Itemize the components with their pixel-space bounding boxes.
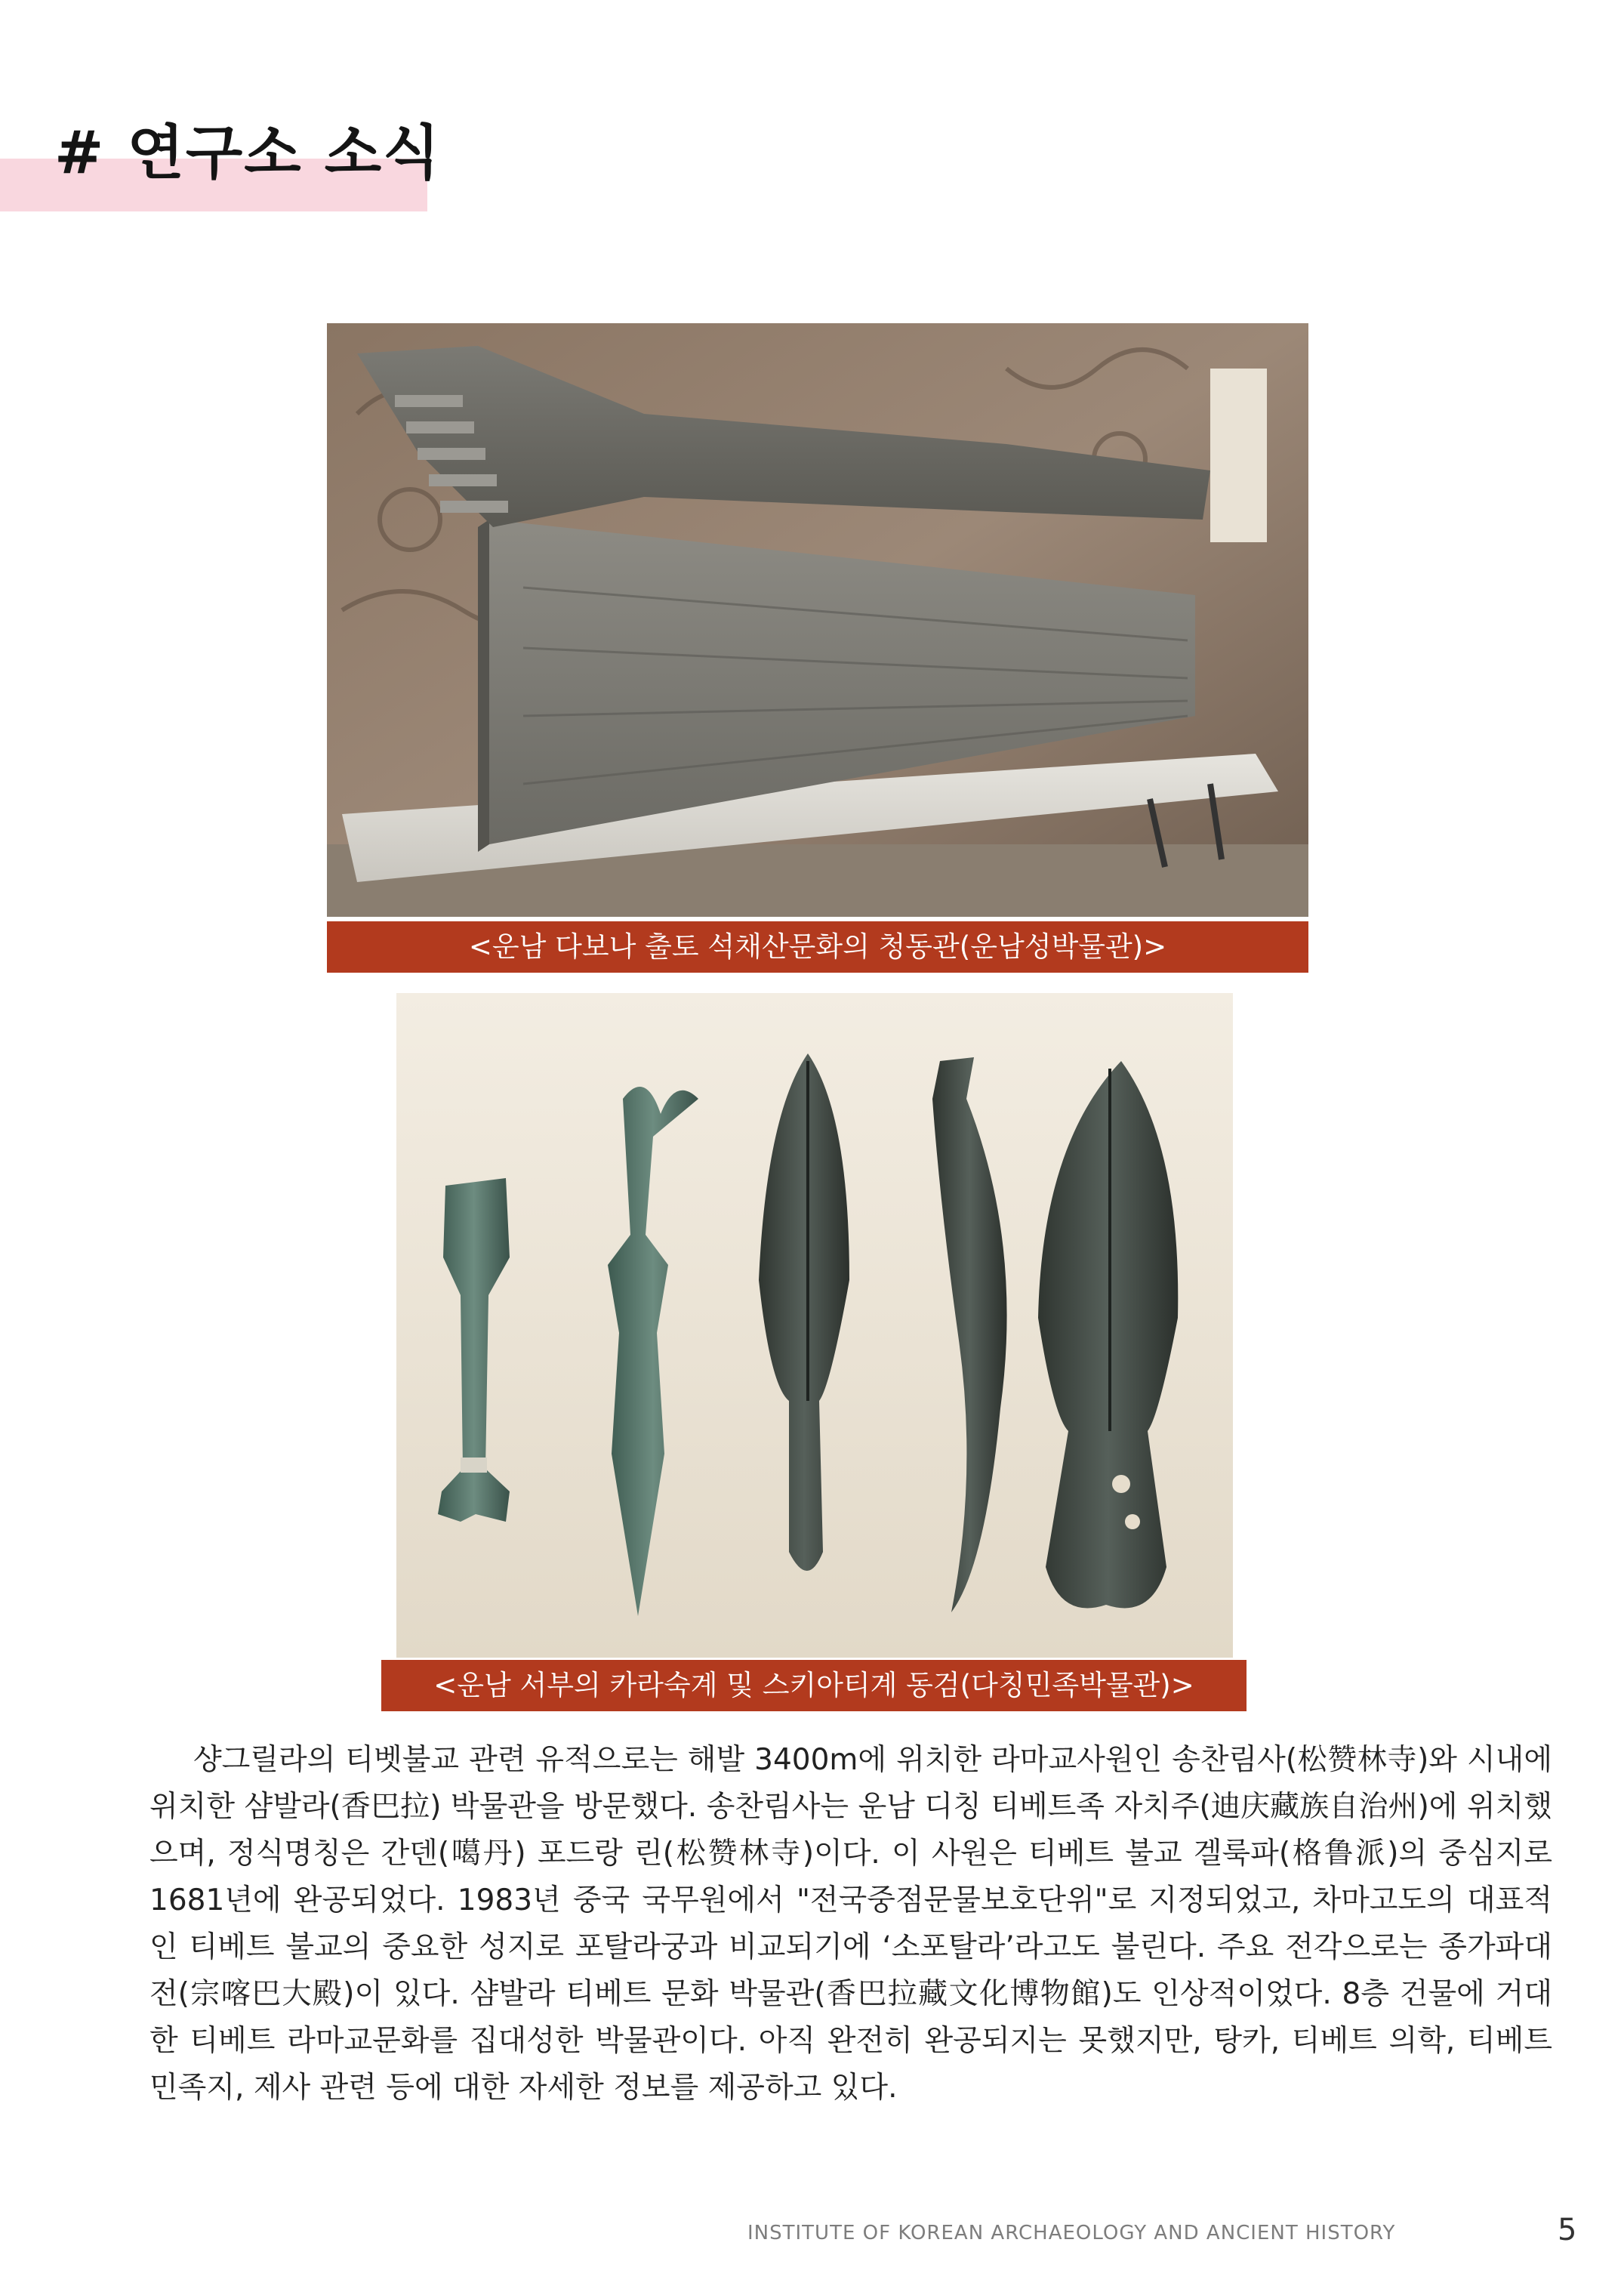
section-heading: # 연구소 소식	[54, 119, 442, 187]
bronze-daggers-photo	[396, 993, 1233, 1658]
body-paragraph-text: 샹그릴라의 티벳불교 관련 유적으로는 해발 3400m에 위치한 라마교사원인 송찬림사(松赞林寺)와 시내에 위치한 샴발라(香巴拉) 박물관을 방문했다. 송찬림사는 운남 디칭 티베트족 자치주(迪庆藏族自治州)에 위치했으며, 정식명칭은 간덴(噶丹) 포드랑 린(松赞林寺)이다. 이 사원은 티베트 불교 겔룩파(格鲁派)의 중심지로 1681년에 완공되었다. 1983년 중국 국무원에서 "전국중점문물보호단위"로 지정되었고, 차마고도의 대표적인 티베트 불교의 중요한 성지로 포탈라궁과 비교되기에 ‘소포탈라’라고도 불린다. 주요 전각으로는 종가파대전(宗喀巴大殿)이 있다. 샴발라 티베트 문화 박물관(香巴拉藏文化博物館)도 인상적이었다. 8층 건물에 거대한 티베트 라마교문화를 집대성한 박물관이다. 아직 완전히 완공되지는 못했지만, 탕카, 티베트 의학, 티베트 민족지, 제사 관련 등에 대한 자세한 정보를 제공하고 있다.	[149, 1743, 1552, 2105]
figure-caption: <운남 다보나 출토 석채산문화의 청동관(운남성박물관)>	[327, 921, 1308, 973]
bronze-coffin-photo	[327, 323, 1308, 917]
footer-institute-name: INSTITUTE OF KOREAN ARCHAEOLOGY AND ANCIENT HISTORY	[747, 2222, 1396, 2244]
page-number: 5	[1558, 2213, 1577, 2247]
body-paragraph	[149, 1737, 1552, 2112]
figure-caption: <운남 서부의 카라숙계 및 스키아티계 동검(다칭민족박물관)>	[381, 1660, 1247, 1711]
